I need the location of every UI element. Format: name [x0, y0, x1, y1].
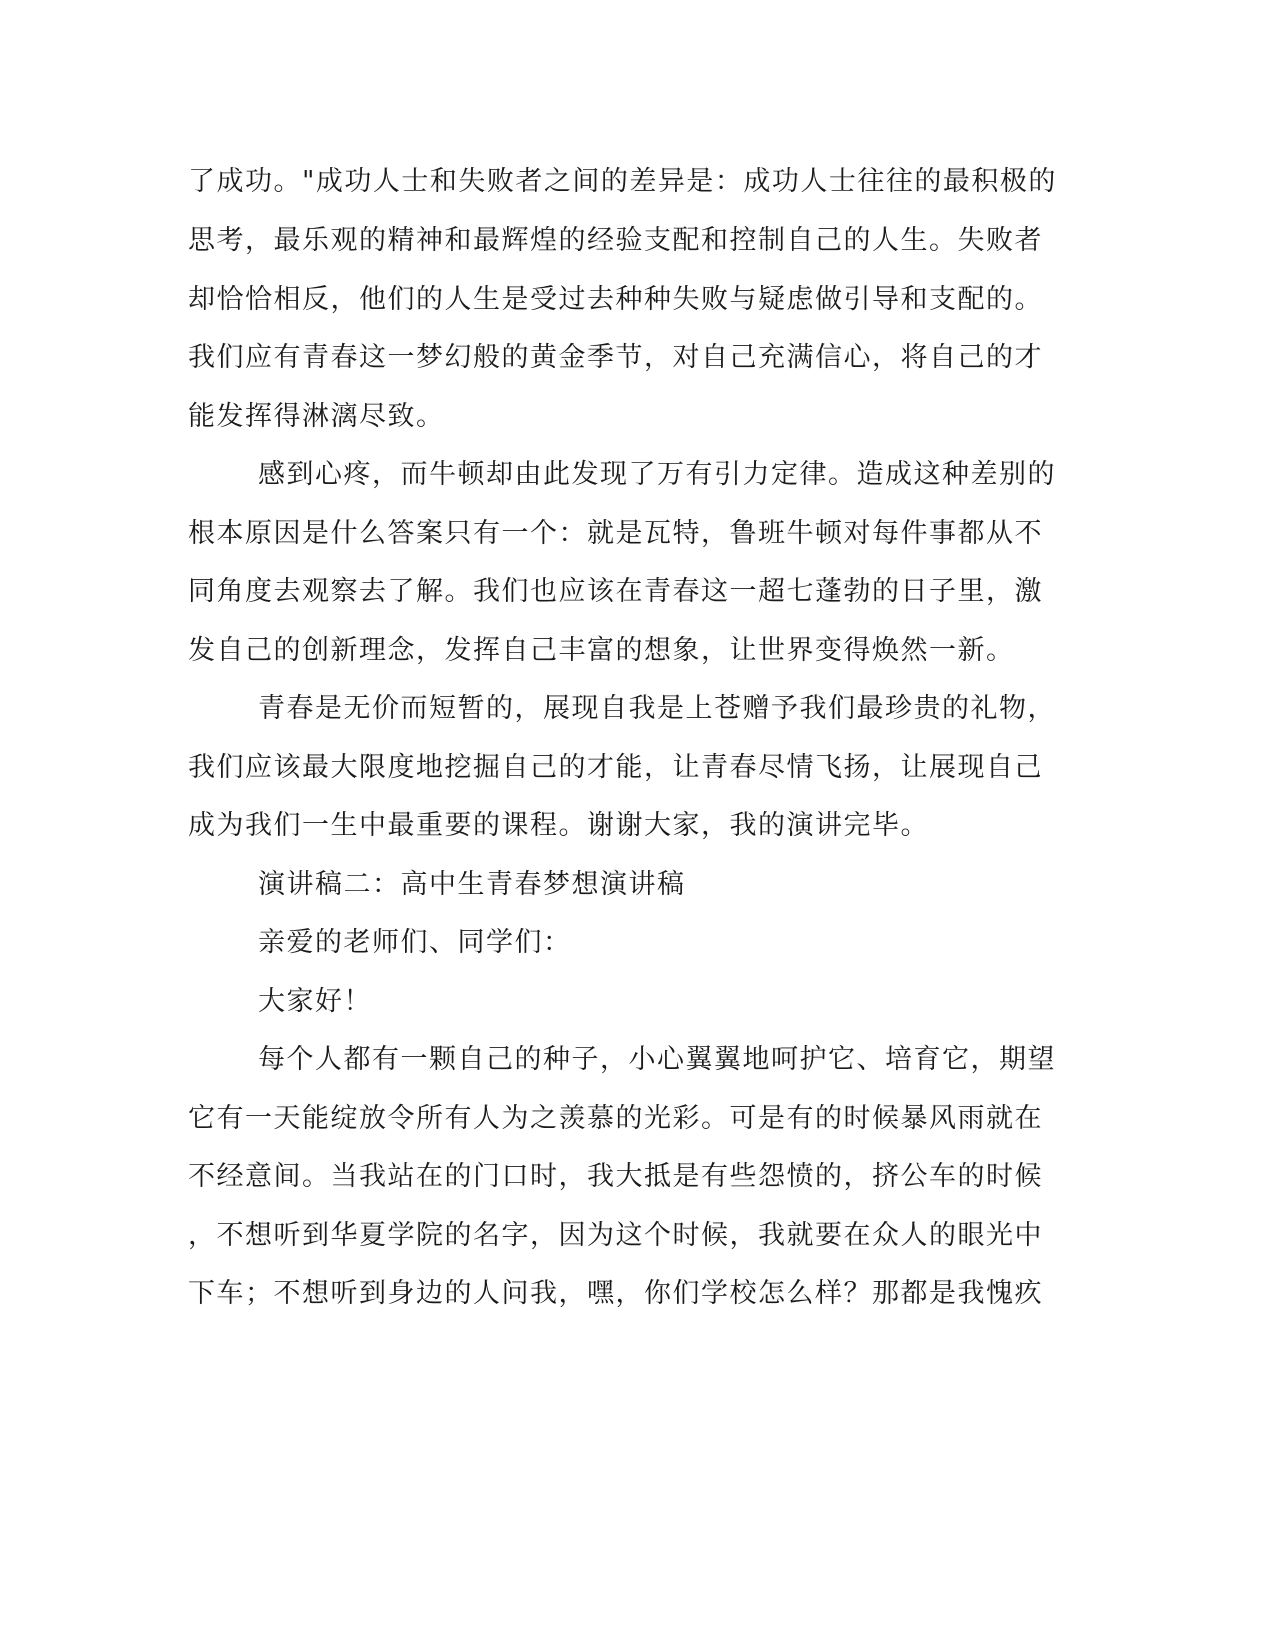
text-line: 我们应该最大限度地挖掘自己的才能，让青春尽情飞扬，让展现自己 — [188, 752, 1043, 783]
salutation: 亲爱的老师们、同学们： — [258, 927, 572, 958]
text-line: 根本原因是什么答案只有一个：就是瓦特，鲁班牛顿对每件事都从不 — [188, 518, 1043, 549]
text-line: 不经意间。当我站在的门口时，我大抵是有些怨愤的，挤公车的时候 — [188, 1161, 1043, 1192]
text-line: 了成功。"成功人士和失败者之间的差异是：成功人士往往的最积极的 — [188, 166, 1057, 197]
text-line: 同角度去观察去了解。我们也应该在青春这一超七蓬勃的日子里，激 — [188, 576, 1043, 607]
section-heading: 演讲稿二：高中生青春梦想演讲稿 — [258, 869, 686, 900]
text-line: 成为我们一生中最重要的课程。谢谢大家，我的演讲完毕。 — [188, 810, 929, 841]
paragraph-start-line: 每个人都有一颗自己的种子，小心翼翼地呵护它、培育它，期望 — [258, 1044, 1056, 1075]
text-line: 思考，最乐观的精神和最辉煌的经验支配和控制自己的人生。失败者 — [188, 225, 1043, 256]
text-line: 却恰恰相反，他们的人生是受过去种种失败与疑虑做引导和支配的。 — [188, 284, 1043, 315]
text-line: 发自己的创新理念，发挥自己丰富的想象，让世界变得焕然一新。 — [188, 635, 1015, 666]
text-line: 它有一天能绽放令所有人为之羡慕的光彩。可是有的时候暴风雨就在 — [188, 1103, 1043, 1134]
greeting: 大家好！ — [258, 986, 372, 1017]
text-line: 下车；不想听到身边的人问我，嘿，你们学校怎么样？那都是我愧疚 — [188, 1278, 1043, 1309]
text-line: 我们应有青春这一梦幻般的黄金季节，对自己充满信心，将自己的才 — [188, 342, 1043, 373]
text-line: 能发挥得淋漓尽致。 — [188, 401, 445, 432]
paragraph-start-line: 感到心疼，而牛顿却由此发现了万有引力定律。造成这种差别的 — [258, 459, 1056, 490]
paragraph-start-line: 青春是无价而短暂的，展现自我是上苍赠予我们最珍贵的礼物， — [258, 693, 1056, 724]
text-line: ，不想听到华夏学院的名字，因为这个时候，我就要在众人的眼光中 — [188, 1220, 1043, 1251]
